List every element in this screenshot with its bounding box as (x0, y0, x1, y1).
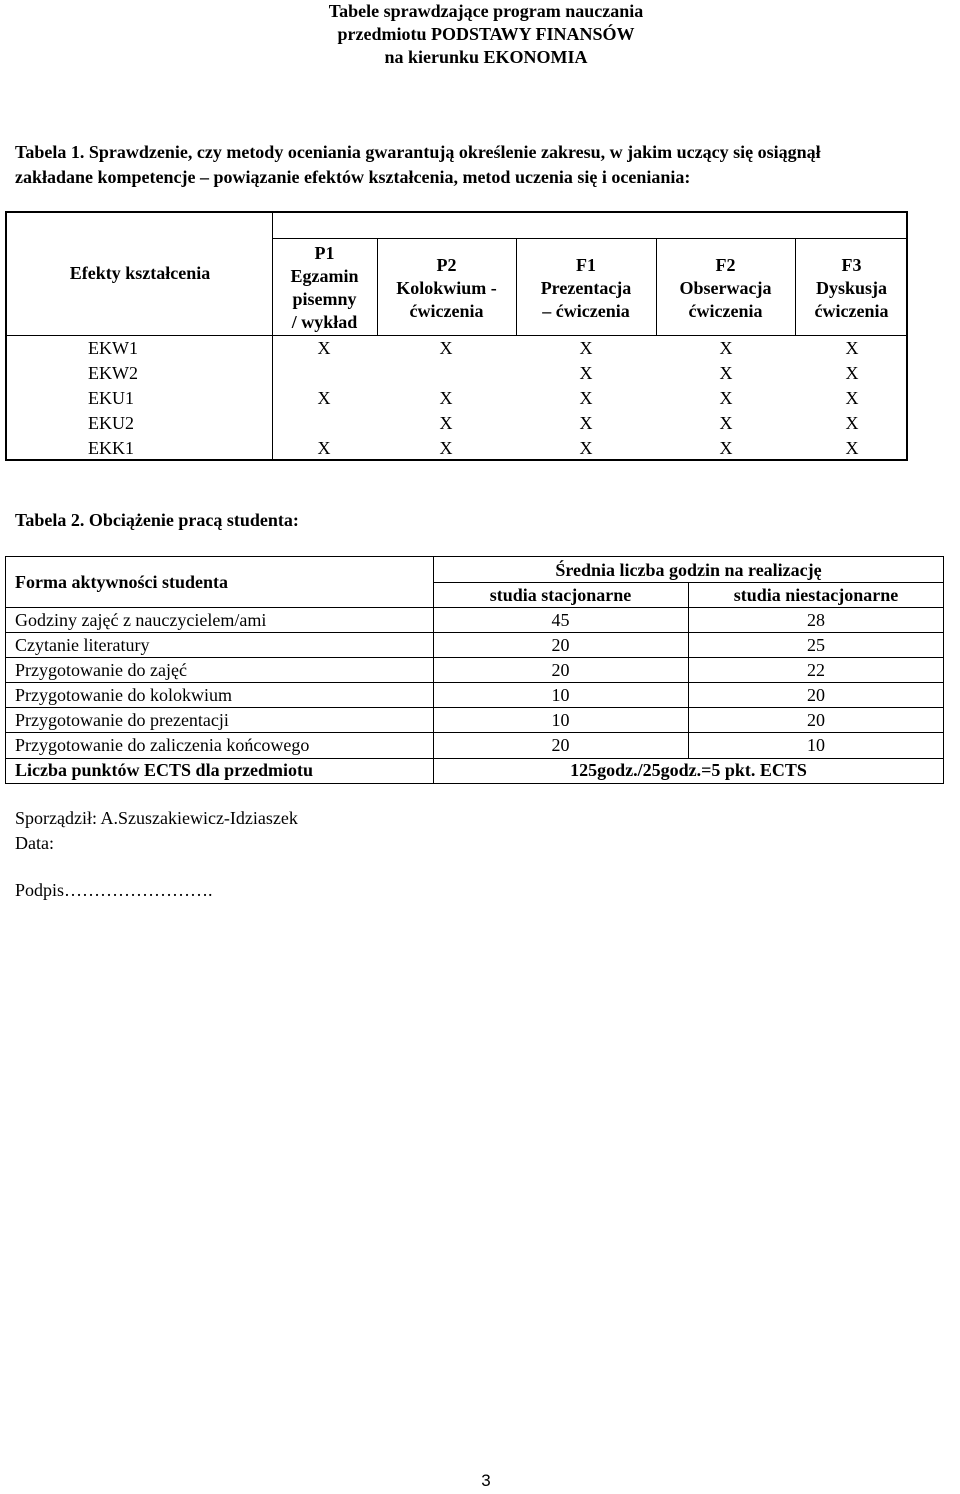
table1-header-f3 (795, 254, 908, 323)
table2-stationary-value: 10 (551, 685, 570, 705)
table2-caption: Tabela 2. Obciążenie pracą studenta: (15, 510, 299, 530)
table1-mark: X (845, 338, 859, 358)
table1-mark: X (579, 388, 593, 408)
table2-header-activity: Forma aktywności studenta (15, 572, 229, 592)
table1-mark: X (439, 413, 453, 433)
table2-header-stationary: studia stacjonarne (489, 585, 632, 605)
table2-stationary-value: 20 (551, 660, 570, 680)
table2-stationary-value: 10 (551, 710, 570, 730)
table1-header-line: ćwiczenia (688, 301, 763, 321)
table1-header-p1 (272, 242, 377, 334)
table1-header-p2 (377, 254, 516, 323)
signature-label: Podpis……………………. (15, 880, 213, 900)
table1-mark: X (579, 413, 593, 433)
table2-activity: Przygotowanie do kolokwium (15, 685, 232, 705)
table2-ects-label: Liczba punktów ECTS dla przedmiotu (15, 760, 314, 780)
table2-header-nonstationary: studia niestacjonarne (733, 585, 899, 605)
table2-stationary-value: 20 (551, 635, 570, 655)
table2-header-average: Średnia liczba godzin na realizację (555, 560, 822, 580)
table1-mark: X (317, 438, 331, 458)
table1-header-line: Dyskusja (815, 278, 888, 298)
title-line-3: na kierunku EKONOMIA (384, 47, 588, 67)
table1-mark: X (439, 438, 453, 458)
table1-header-f1 (516, 254, 656, 323)
table2-nonstationary-value: 20 (807, 710, 825, 730)
title-line-1: Tabele sprawdzające program nauczania (328, 1, 644, 21)
table1-mark: X (845, 413, 859, 433)
table1-caption (15, 140, 960, 190)
table1-header-line: ćwiczenia (409, 301, 484, 321)
table1-mark: X (719, 413, 733, 433)
table1-mark: X (719, 338, 733, 358)
table1-row-label: EKK1 (88, 438, 134, 458)
table1-mark: X (845, 363, 859, 383)
table1-header-code: P1 (314, 243, 335, 263)
page-number: 3 (481, 1471, 491, 1490)
table1-header-line: Egzamin (290, 266, 359, 286)
table1-mark: X (439, 388, 453, 408)
table1-grid-line (5, 335, 908, 336)
table1-row-label: EKU2 (88, 413, 134, 433)
table1-mark: X (719, 388, 733, 408)
table1-caption-line-1: Tabela 1. Sprawdzenie, czy metody oceniania gwarantują określenie zakresu, w jakim uczący się osiągnął (15, 142, 821, 162)
table2-ects-value: 125godz./25godz.=5 pkt. ECTS (570, 760, 807, 780)
table1-row-label: EKW2 (88, 363, 138, 383)
table2-nonstationary-value: 20 (807, 685, 825, 705)
table2-activity: Czytanie literatury (15, 635, 150, 655)
table1-mark: X (439, 338, 453, 358)
table1-mark: X (579, 338, 593, 358)
table1-mark: X (719, 438, 733, 458)
table2-nonstationary-value: 28 (807, 610, 825, 630)
table1-frame (5, 211, 908, 461)
prepared-by: Sporządził: A.Szuszakiewicz-Idziaszek (15, 808, 298, 828)
table2-nonstationary-value: 10 (807, 735, 825, 755)
table1-header-line: Obserwacja (679, 278, 772, 298)
table1-row-label: EKU1 (88, 388, 134, 408)
table1-grid-line (272, 238, 908, 239)
table1-header-line: pisemny (292, 289, 357, 309)
table2-activity: Przygotowanie do zajęć (15, 660, 187, 680)
table1-row-label: EKW1 (88, 338, 138, 358)
table1-header-effects: Efekty kształcenia (69, 263, 211, 283)
table1-mark: X (317, 388, 331, 408)
table1-mark: X (579, 363, 593, 383)
table1-caption-line-2: zakładane kompetencje – powiązanie efektów kształcenia, metod uczenia się i oceniania: (15, 167, 691, 187)
table1-mark: X (579, 438, 593, 458)
date-label: Data: (15, 833, 54, 853)
table1-header-line: Prezentacja (540, 278, 632, 298)
document-title (0, 0, 960, 69)
table2-activity: Godziny zajęć z nauczycielem/ami (15, 610, 267, 630)
table1-header-line: Kolokwium - (396, 278, 497, 298)
table2-activity: Przygotowanie do prezentacji (15, 710, 229, 730)
table1-header-f2 (656, 254, 795, 323)
table1-mark: X (719, 363, 733, 383)
table1-header-code: F3 (841, 255, 862, 275)
table1-mark: X (317, 338, 331, 358)
title-line-2: przedmiotu PODSTAWY FINANSÓW (337, 24, 635, 44)
table2-nonstationary-value: 22 (807, 660, 825, 680)
table2-stationary-value: 20 (551, 735, 570, 755)
table1-header-line: / wykład (291, 312, 358, 332)
table1-mark: X (845, 388, 859, 408)
table2-nonstationary-value: 25 (807, 635, 825, 655)
table1-header-code: F1 (576, 255, 596, 275)
table2-stationary-value: 45 (551, 610, 570, 630)
table1-header-code: F2 (715, 255, 736, 275)
table1-header-line: – ćwiczenia (542, 301, 630, 321)
table1-mark: X (845, 438, 859, 458)
table2-activity: Przygotowanie do zaliczenia końcowego (15, 735, 310, 755)
table1-header-code: P2 (436, 255, 457, 275)
table1-header-line: ćwiczenia (814, 301, 889, 321)
